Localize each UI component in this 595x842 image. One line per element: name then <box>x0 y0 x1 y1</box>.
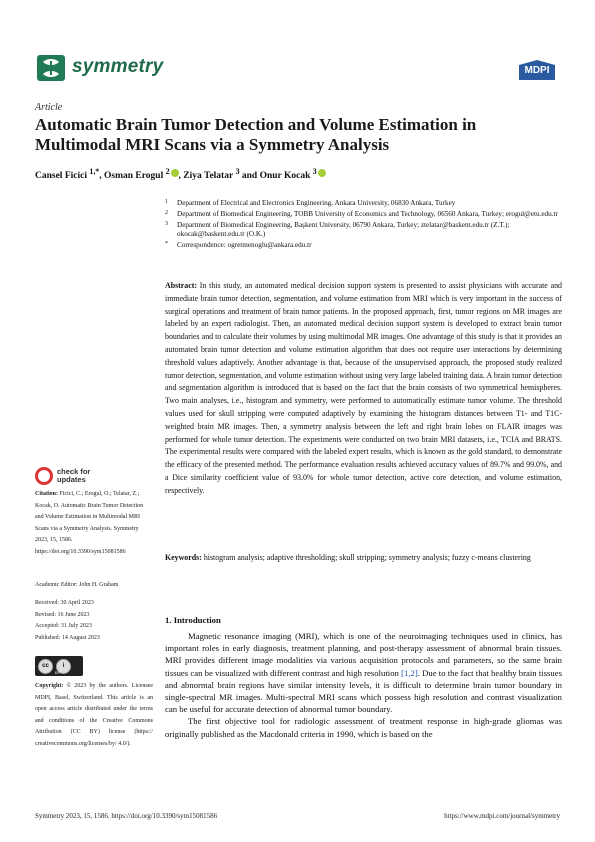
section-heading: 1. Introduction <box>165 615 221 625</box>
academic-editor: Academic Editor: John H. Graham <box>35 582 119 588</box>
affiliation-item <box>165 221 560 239</box>
author-name: Ziya Telatar <box>183 171 234 182</box>
affiliation-text: Department of Biomedical Engineering, TOBB University of Economics and Technology, 06560 Ankara, Turkey; erogul@etu.edu.tr <box>177 210 558 219</box>
affiliation-item <box>165 241 560 250</box>
journal-name: symmetry <box>72 56 164 77</box>
check-updates-label: check for updates <box>57 467 91 484</box>
abstract-label: Abstract: <box>165 281 197 290</box>
published-date: Published: 14 August 2023 <box>35 634 100 641</box>
copyright-text: © 2023 by the authors. Licensee MDPI, Basel, Switzerland. This article is an open access article distributed under the terms and conditions of the Creative Commons Attribution (CC BY) license (https:// creativecommons.org/licenses/by/ 4.0/). <box>35 683 154 747</box>
check-for-updates-button[interactable] <box>35 467 105 489</box>
intro-text: . Due to the fact that healthy brain tissues and abnormal brain regions have similar intensity levels, it is difficult to determine brain tumor boundary in single-spectral MR images. Multi-spectral MRI scans which possess high resolution and contrast visualization can be useful for accurate detection of abnormal tumor boundary. <box>165 667 563 715</box>
revised-date: Revised: 16 June 2023 <box>35 611 90 618</box>
footer-citation: Symmetry 2023, 15, 1586. https://doi.org/10.3390/sym15081586 <box>35 812 218 820</box>
cc-license-badge[interactable] <box>35 656 95 678</box>
received-date: Received: 30 April 2023 <box>35 600 94 606</box>
copyright-notice <box>35 681 153 750</box>
author-sup: 3 <box>312 167 317 176</box>
footer-journal-url[interactable]: https://www.mdpi.com/journal/symmetry <box>444 812 560 820</box>
abstract <box>165 280 562 498</box>
citation <box>35 489 153 558</box>
abstract-text: In this study, an automated medical decision support system is presented to assist physicians with accurate and immediate brain tumor detection, segmentation, and volume estimation from MRI which is very important in the success of surgical operations and treatment of brain tumor patients. In the proposed approach, first, tumor regions on MR images are labeled by an expert radiologist. Then, an automated medical decision support system is developed to extract brain tumor boundaries and to calculate their volumes by using multimodal MR images. One advantage of this study is that it provides an automated brain tumor detection and volume estimation algorithm that does not require user interactions by determining threshold values adaptively. Another advantage is that, because of the unsupervised approach, the proposed study realized tumor detection, segmentation, and volume estimation without using very large labeled training data. A brain tumor detection and segmentation algorithm is introduced that is based on the fact that the brain consists of two symmetrical hemispheres. Two main analyses, i.e., histogram and symmetry, were performed to automatically estimate tumor volume. The threshold values used for skull stripping were computed adaptively by examining the histogram distances between T1- and T1C-weighted brain MR images. Then, a symmetry analysis between the left and right brain lobes on FLAIR images was performed for whole tumor detection. The experiments were conducted on two brain MRI datasets, i.e., TCIA and BRATS. The experimental results were compared with the labeled expert results, which is known as the gold standard, to demonstrate the efficacy of the presented method. The performance evaluation results achieved accuracy values of 89.7% and 99.0%, and a Dice similarity coefficient value of 93.0% for whole tumor detection, active core detection, and volume estimation, respectively. <box>165 281 562 495</box>
affiliations <box>165 199 560 252</box>
affiliation-number: 2 <box>165 210 168 217</box>
author-sup: 1,* <box>89 167 100 176</box>
article-type: Article <box>35 102 63 113</box>
keywords <box>165 552 562 565</box>
cc-icon: cc <box>38 659 53 674</box>
author-name: Cansel Ficici <box>35 171 87 182</box>
correspondence-text: Correspondence: ogretmenoglu@ankara.edu.tr <box>177 241 312 250</box>
affiliation-text: Department of Electrical and Electronics Engineering, Ankara University, 06830 Ankara, Turkey <box>177 199 456 207</box>
paper-title: Automatic Brain Tumor Detection and Volume Estimation in Multimodal MRI Scans via a Symmetry Analysis <box>35 115 477 154</box>
affiliation-number: 1 <box>165 199 168 205</box>
keywords-text: histogram analysis; adaptive thresholding; skull stripping; symmetry analysis; fuzzy c-means clustering <box>203 553 531 562</box>
affiliation-item <box>165 199 560 208</box>
publisher-logo <box>517 59 557 81</box>
affiliation-number: * <box>165 241 168 248</box>
affiliation-number: 3 <box>165 221 168 228</box>
author-name: Osman Erogul <box>104 171 164 182</box>
intro-text: Magnetic resonance imaging (MRI), which is one of the neuroimaging techniques used in clinics, has important roles in early diagnosis, treatment planning, and post-therapy assessment of abnormal brain tissues. MRI provides different image modalities via various acquisition protocols and parameters, so the same brain tissues can be visualized with different contrast and high resolution <box>165 631 562 678</box>
author-list: Cansel Ficici $^{1,*}$, Osman Erogul $^2$ , Ziya Telatar $^3$ and Onur Kocak $^3$ <box>35 167 555 181</box>
introduction-body <box>165 630 562 740</box>
publisher-name: MDPI <box>524 65 550 76</box>
page-footer <box>35 812 560 820</box>
article-dates <box>35 598 153 644</box>
intro-paragraph: The first objective tool for radiologic assessment of treatment response in high-grade gliomas was originally published as the Macdonald criteria in 1990, which is based on the <box>165 716 562 739</box>
author-sup: 2 <box>165 167 170 176</box>
accepted-date: Accepted: 31 July 2023 <box>35 623 92 629</box>
author-sup: 3 <box>235 167 240 176</box>
check-updates-icon <box>35 467 53 485</box>
copyright-label: Copyright: <box>35 683 64 689</box>
cc-by-label: BY <box>55 670 61 675</box>
citation-label: Citation: <box>35 491 58 497</box>
attribution-icon: i <box>56 659 71 674</box>
journal-logo-icon <box>37 55 65 81</box>
citation-text: Ficici, C.; Erogul, O.; Telatar, Z.; Kocak, O. Automatic Brain Tumor Detection and Volume Estimation in Multimodal MRI Scans via a Symmetry Analysis. Symmetry 2023, 15, 1586. https://doi.org/10.3390/sym15081586 <box>35 491 144 555</box>
affiliation-text: Department of Biomedical Engineering, Başkent University, 06790 Ankara, Turkey; ztelatar@baskent.edu.tr (Z.T.); okocak@baskent.edu.tr (O.K.) <box>177 221 510 239</box>
keywords-label: Keywords: <box>165 553 202 562</box>
orcid-icon[interactable] <box>318 169 326 177</box>
affiliation-item <box>165 210 560 219</box>
reference-link[interactable]: [1,2] <box>401 667 418 678</box>
intro-paragraph <box>165 630 562 715</box>
orcid-icon[interactable] <box>171 169 179 177</box>
author-name: Onur Kocak <box>259 171 311 182</box>
